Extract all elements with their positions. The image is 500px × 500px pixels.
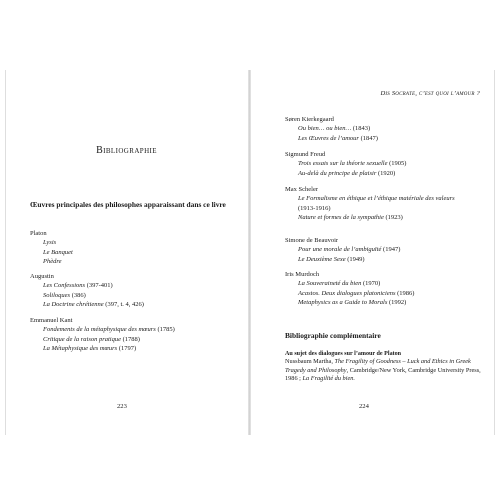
author-entry-platon xyxy=(30,229,235,267)
right-page-edge xyxy=(494,70,495,435)
work-date: (1788) xyxy=(121,335,140,343)
author-entry-kierkegaard xyxy=(285,115,485,143)
page-number: 223 xyxy=(117,403,127,410)
work-date: (1992) xyxy=(387,299,407,307)
work-entry xyxy=(285,169,485,178)
work-title: Le Deuxième Sexe xyxy=(298,255,346,263)
work-title: Ou bien… ou bien… xyxy=(298,125,352,133)
author-entry-kant xyxy=(30,316,240,354)
page-title: Bibliographie xyxy=(96,145,157,156)
work-title: Trois essais sur la théorie sexuelle xyxy=(298,160,388,168)
author-entry-beauvoir xyxy=(285,236,485,264)
work-date: (1785) xyxy=(155,326,175,334)
work-title: Soliloques xyxy=(43,291,71,299)
work-date: (1913-1916) xyxy=(298,204,331,212)
work-title: Metaphysics as a Guide to Morals xyxy=(298,299,388,307)
work-date: (1923) xyxy=(383,214,403,222)
author-name: Max Scheler xyxy=(285,186,319,193)
author-name: Iris Murdoch xyxy=(285,271,320,278)
author-entry-murdoch xyxy=(285,270,485,308)
ref-title: The Fragility of Goodness – Luck and Ethics in Greek Tragedy and Philosophy xyxy=(285,358,471,374)
work-title: Critique de la raison pratique xyxy=(43,335,121,343)
work-title: La Souveraineté du bien xyxy=(298,280,362,288)
work-date: (1920) xyxy=(376,169,396,177)
author-name: Sigmund Freud xyxy=(285,151,326,158)
work-entry xyxy=(30,281,235,290)
work-entry xyxy=(285,298,485,307)
work-date: (386) xyxy=(70,291,86,299)
work-entry xyxy=(30,344,240,353)
work-date: (1947) xyxy=(381,246,401,254)
work-date: (397-401) xyxy=(85,282,113,290)
ref-author: Nussbaum Martha, xyxy=(285,358,335,365)
author-entry-freud xyxy=(285,150,485,178)
section-title-complementary: Bibliographie complémentaire xyxy=(285,331,381,340)
work-title: Le Banquet xyxy=(43,248,73,256)
work-entry xyxy=(30,291,235,300)
work-title: Les Œuvres de l’amour xyxy=(298,134,359,142)
work-date: (1847) xyxy=(358,134,378,142)
author-name: Augustin xyxy=(30,273,54,280)
work-date: (1843) xyxy=(351,125,371,133)
work-title: La Métaphysique des mœurs xyxy=(43,345,118,353)
subheading: Au sujet des dialogues sur l’amour de Platon xyxy=(285,351,402,357)
author-name: Emmanuel Kant xyxy=(30,317,73,324)
work-entry xyxy=(285,159,485,168)
work-title: Le Formalisme en éthique et l’éthique matériale des valeurs xyxy=(298,195,455,203)
work-title: La Doctrine chrétienne xyxy=(43,301,104,309)
author-name: Platon xyxy=(30,230,47,237)
section-title-main-works: Œuvres principales des philosophes apparaissant dans ce livre xyxy=(30,200,226,209)
work-title: Au-delà du principe de plaisir xyxy=(298,169,377,177)
work-entry xyxy=(285,255,485,264)
author-name: Søren Kierkegaard xyxy=(285,116,334,123)
reference-entry xyxy=(285,358,485,384)
work-title: Les Confessions xyxy=(43,282,86,290)
author-entry-augustin xyxy=(30,272,235,310)
work-date: (1905) xyxy=(387,160,407,168)
ref-publication: , Cambridge/New York, Cambridge University Press, 1986 ; xyxy=(285,366,481,383)
author-name: Simone de Beauvoir xyxy=(285,237,339,244)
work-title: Phèdre xyxy=(43,258,62,266)
ref-title-translation: La Fragilité du bien. xyxy=(302,375,355,383)
work-date: (397, t. 4, 426) xyxy=(103,301,144,309)
work-entry xyxy=(285,279,485,288)
work-title: Acastos. Deux dialogues platoniciens xyxy=(298,289,396,297)
author-entry-scheler xyxy=(285,185,485,223)
work-date: (1797) xyxy=(117,345,137,353)
work-entry xyxy=(30,325,240,334)
work-title: Lysis xyxy=(43,239,57,247)
work-entry xyxy=(30,300,235,309)
work-entry xyxy=(285,289,485,298)
page-number: 224 xyxy=(359,403,369,410)
work-title: Nature et formes de la sympathie xyxy=(298,214,384,222)
work-title: Pour une morale de l’ambiguïté xyxy=(298,246,382,254)
work-date: (1970) xyxy=(361,280,381,288)
work-date: (1949) xyxy=(345,255,365,263)
work-entry xyxy=(285,134,485,143)
work-title: Fondements de la métaphysique des mœurs xyxy=(43,326,156,334)
work-date: (1986) xyxy=(395,289,415,297)
work-entry xyxy=(285,124,485,133)
work-entry xyxy=(285,213,485,222)
left-page-edge xyxy=(5,70,6,435)
book-gutter xyxy=(248,70,251,435)
work-entry xyxy=(30,335,240,344)
running-header: Dis Socrate, c’est quoi l’amour ? xyxy=(380,90,480,97)
work-entry xyxy=(285,245,485,254)
